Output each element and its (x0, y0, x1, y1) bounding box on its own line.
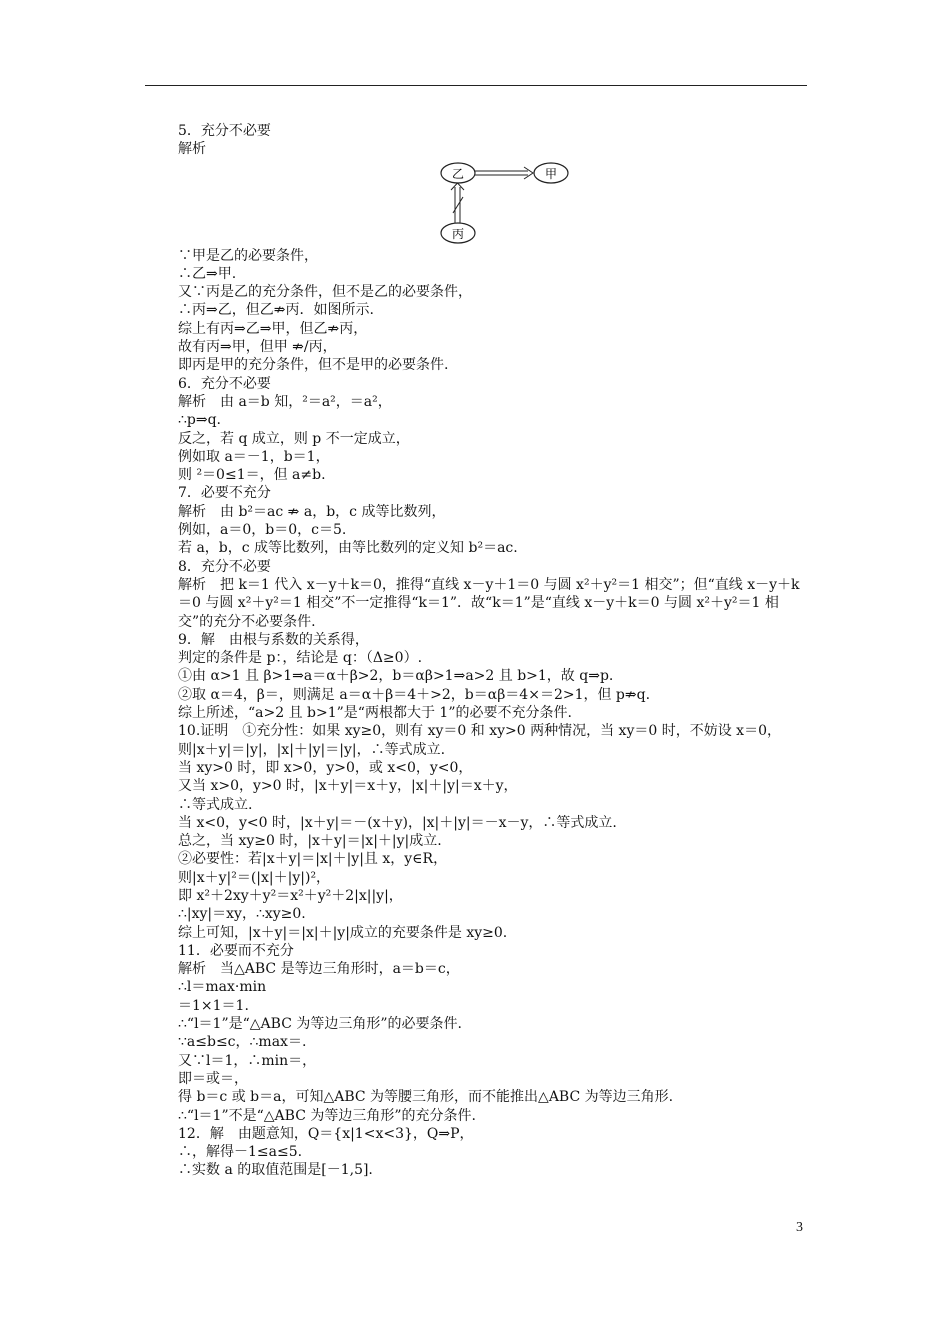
text-line: ∴|xy|＝xy，∴xy≥0. (178, 906, 306, 923)
text-line: 即 x²＋2xy＋y²＝x²＋y²＋2|x||y|， (178, 887, 403, 904)
implication-diagram-svg (438, 161, 578, 245)
text-line: 5．充分不必要 (178, 123, 271, 139)
text-line: 当 xy>0 时，即 x>0，y>0，或 x<0，y<0， (178, 759, 473, 776)
text-line: 12．解 由题意知，Q＝{x|1<x<3}，Q⇒P， (178, 1125, 474, 1142)
text-line: ②必要性：若|x＋y|＝|x|＋|y|且 x，y∈R， (178, 851, 448, 868)
text-line: ∴“l＝1”不是“△ABC 为等边三角形”的充分条件. (178, 1107, 476, 1124)
text-line: 反之，若 q 成立，则 p 不一定成立， (178, 430, 410, 447)
text-line: 故有丙⇒甲，但甲 ⇏/丙， (178, 339, 337, 356)
page-number: 3 (796, 1220, 803, 1235)
text-line: 又∵l＝1，∴min＝， (178, 1052, 317, 1069)
text-line: 若 a，b，c 成等比数列，由等比数列的定义知 b²＝ac. (178, 540, 518, 557)
text-line: 7．必要不充分 (178, 485, 271, 502)
text-line: 又当 x>0，y>0 时，|x＋y|＝x＋y，|x|＋|y|＝x＋y， (178, 778, 518, 795)
text-line: 解析 由 b²＝ac ⇏ a，b，c 成等比数列， (178, 503, 446, 520)
text-line: 9．解 由根与系数的关系得， (178, 631, 369, 648)
header-rule (145, 85, 807, 86)
text-line: ②取 α＝4，β＝，则满足 a＝α＋β＝4＋>2，b＝αβ＝4×＝2>1，但 p⇏q. (178, 686, 651, 703)
text-line: ∴乙⇒甲. (178, 265, 237, 282)
node-jia-label: 甲 (544, 166, 558, 181)
text-line: 综上所述，“a>2 且 b>1”是“两根都大于 1”的必要不充分条件. (178, 705, 572, 722)
arrow-bing-to-yi (451, 183, 464, 223)
text-paragraph: 解析 把 k＝1 代入 x－y＋k＝0，推得“直线 x－y＋1＝0 与圆 x²＋y²＝1 相交”；但“直线 x－y＋k＝0 与圆 x²＋y²＝1 相交”不一定推得“k＝1”．故“k＝1”是“直线 x－y＋k＝0 与圆 x²＋y²＝1 相交”的充分不必要条件. (178, 576, 800, 630)
text-line: ∴l＝max·min (178, 979, 267, 996)
text-line: 解析 (178, 141, 206, 158)
text-line: 得 b＝c 或 b＝a，可知△ABC 为等腰三角形，而不能推出△ABC 为等边三角形. (178, 1089, 674, 1106)
text-line: ∵甲是乙的必要条件， (178, 247, 318, 264)
text-line: 例如，a＝0，b＝0，c＝5. (178, 522, 347, 539)
text-line: ∴“l＝1”是“△ABC 为等边三角形”的必要条件. (178, 1016, 462, 1033)
text-line: 当 x<0，y<0 时，|x＋y|＝－(x＋y)，|x|＋|y|＝－x－y，∴等式成立. (178, 814, 617, 831)
text-line: 即＝或＝， (178, 1070, 248, 1087)
text-line: ∴丙⇒乙，但乙⇏丙．如图所示. (178, 302, 374, 319)
text-line: 则 ²＝0≤1＝，但 a≠b. (178, 467, 326, 484)
text-line: 即丙是甲的充分条件，但不是甲的必要条件. (178, 357, 449, 374)
solution-content (178, 122, 810, 1180)
text-line: ∴p⇒q. (178, 412, 222, 429)
text-line: 解析 当△ABC 是等边三角形时，a＝b＝c， (178, 961, 460, 978)
implication-diagram (178, 159, 810, 247)
text-line: 又∵丙是乙的充分条件，但不是乙的必要条件， (178, 284, 472, 301)
text-line: 判定的条件是 p：，结论是 q：（Δ≥0）. (178, 650, 423, 667)
text-line: 11．必要而不充分 (178, 942, 294, 959)
text-line: ∴等式成立. (178, 796, 253, 813)
text-line: ∴，解得－1≤a≤5. (178, 1144, 303, 1161)
node-bing-label: 丙 (451, 226, 465, 241)
text-line: ＝1×1＝1. (178, 997, 249, 1014)
text-line: 6．充分不必要 (178, 375, 271, 392)
text-line: 解析 由 a＝b 知，²＝a²，＝a²， (178, 393, 392, 410)
text-line: 则|x＋y|²＝(|x|＋|y|)²， (178, 869, 331, 886)
arrow-yi-to-jia (475, 167, 533, 179)
text-line: 则|x＋y|＝|y|，|x|＋|y|＝|y|，∴等式成立. (178, 741, 446, 758)
text-line: 综上可知，|x＋y|＝|x|＋|y|成立的充要条件是 xy≥0. (178, 924, 508, 941)
text-paragraph: 10.证明 ①充分性：如果 xy≥0，则有 xy＝0 和 xy>0 两种情况，当 xy＝0 时，不妨设 x＝0， (178, 723, 781, 740)
text-line: ∵a≤b≤c，∴max＝. (178, 1034, 307, 1051)
text-line: 例如取 a＝－1，b＝1， (178, 448, 330, 465)
text-line: ①由 α>1 且 β>1⇒a＝α＋β>2，b＝αβ>1⇒a>2 且 b>1，故 q⇒p. (178, 668, 614, 685)
text-line: 8．充分不必要 (178, 558, 271, 575)
text-line: ∴实数 a 的取值范围是[－1,5]. (178, 1162, 373, 1179)
text-line: 综上有丙⇒乙⇒甲，但乙⇏丙， (178, 320, 368, 337)
node-yi-label: 乙 (451, 166, 465, 181)
text-line: 总之，当 xy≥0 时，|x＋y|＝|x|＋|y|成立. (178, 833, 442, 850)
